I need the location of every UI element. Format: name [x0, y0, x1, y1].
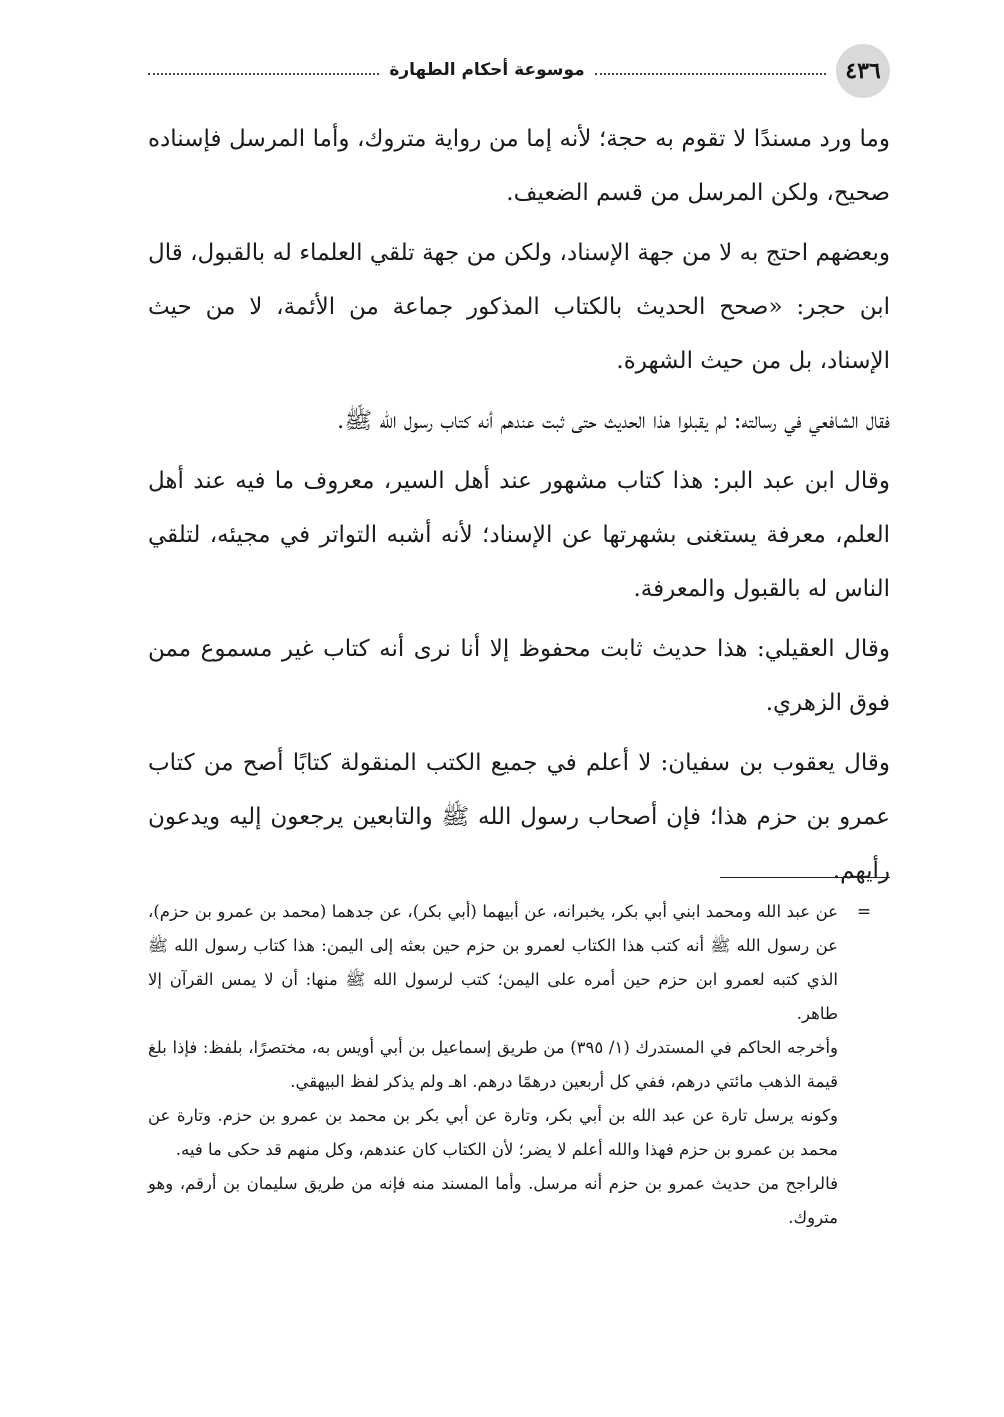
footnote-continuation-mark: =: [856, 902, 872, 922]
running-title: [148, 60, 826, 80]
footnotes: [148, 895, 890, 1235]
dot-leader-left: [148, 73, 379, 75]
paragraph: وما ورد مسندًا لا تقوم به حجة؛ لأنه إما من رواية متروك، وأما المرسل فإسناده صحيح، ولكن المرسل من قسم الضعيف.: [148, 126, 890, 206]
page-header: [148, 44, 890, 100]
main-text: [148, 112, 890, 904]
footnote-paragraph: فالراجح من حديث عمرو بن حزم أنه مرسل. وأما المسند منه فإنه من طريق سليمان بن أرقم، وهو متروك.: [148, 1174, 838, 1227]
book-title: موسوعة أحكام الطهارة: [389, 60, 585, 80]
dot-leader-right: [595, 73, 826, 75]
footnote-continued: [148, 895, 890, 1031]
paragraph: وقال ابن عبد البر: هذا كتاب مشهور عند أهل السير، معروف ما فيه عند أهل العلم، معرفة يستغنى بشهرتها عن الإسناد؛ لأنه أشبه التواتر في مجيئه، لتلقي الناس له بالقبول والمعرفة.: [148, 468, 890, 602]
page-number: ٤٣٦: [836, 44, 890, 98]
paragraph: وقال يعقوب بن سفيان: لا أعلم في جميع الكتب المنقولة كتابًا أصح من كتاب عمرو بن حزم هذا؛ فإن أصحاب رسول الله ﷺ والتابعين يرجعون إليه ويدعون رأيهم.: [148, 750, 890, 884]
footnote-paragraph: وأخرجه الحاكم في المستدرك (١/ ٣٩٥) من طريق إسماعيل بن أبي أويس به، مختصرًا، بلفظ: فإذا بلغ قيمة الذهب مائتي درهم، ففي كل أربعين درهمًا درهم. اهـ ولم يذكر لفظ البيهقي.: [148, 1038, 838, 1091]
paragraph: فقال الشافعي في رسالته: لم يقبلوا هذا الحديث حتى ثبت عندهم أنه كتاب رسول الله ﷺ.: [337, 408, 890, 434]
footnote-paragraph: عن عبد الله ومحمد ابني أبي بكر، يخبرانه، عن أبيهما (أبي بكر)، عن جدهما (محمد بن عمرو بن حزم)، عن رسول الله ﷺ أنه كتب هذا الكتاب لعمرو بن حزم حين بعثه إلى اليمن: هذا كتاب رسول الله ﷺ الذي كتبه لعمرو ابن حزم حين أمره على اليمن؛ كتب لرسول الله ﷺ منها: أن لا يمس القرآن إلا طاهر.: [148, 902, 838, 1023]
footnote-separator: [720, 877, 890, 878]
paragraph: وقال العقيلي: هذا حديث ثابت محفوظ إلا أنا نرى أنه كتاب غير مسموع ممن فوق الزهري.: [148, 636, 890, 716]
footnote-paragraph: وكونه يرسل تارة عن عبد الله بن أبي بكر، وتارة عن أبي بكر بن محمد بن عمرو بن حزم. وتارة عن محمد بن عمرو بن حزم فهذا والله أعلم لا يضر؛ لأن الكتاب كان عندهم، وكل منهم قد حكى ما فيه.: [148, 1106, 838, 1159]
paragraph: وبعضهم احتج به لا من جهة الإسناد، ولكن من جهة تلقي العلماء له بالقبول، قال ابن حجر: «صحح الحديث بالكتاب المذكور جماعة من الأئمة، لا من حيث الإسناد، بل من حيث الشهرة.: [148, 240, 890, 374]
